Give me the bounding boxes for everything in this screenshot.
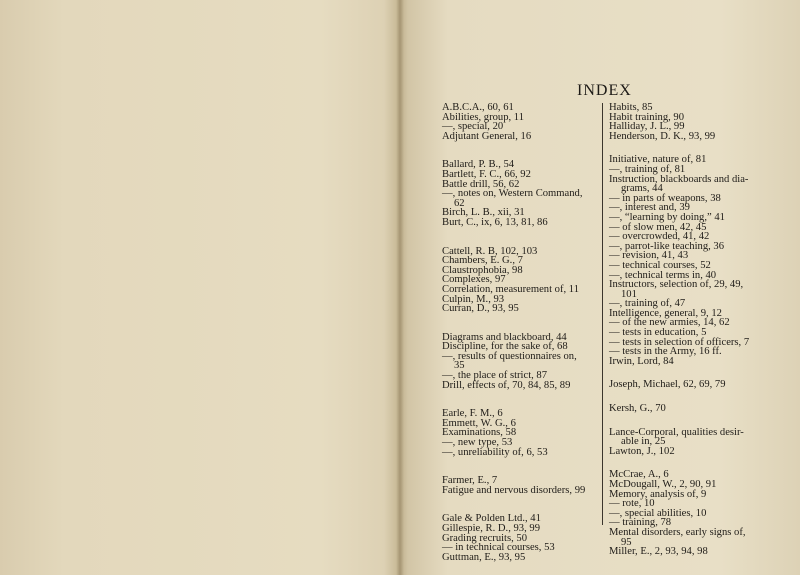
index-entry: — training, 78 — [609, 517, 672, 529]
index-entry: Drill, effects of, 70, 84, 85, 89 — [442, 379, 571, 391]
index-entry: Emmett, W. G., 6 — [442, 417, 516, 429]
index-entry: —, training of, 47 — [609, 298, 686, 310]
entry-group-gap — [442, 495, 612, 514]
index-entry: —, results of questionnaires on, — [442, 350, 577, 362]
index-entry: able in, 25 — [621, 436, 666, 448]
entry-group-gap — [442, 390, 612, 409]
index-entry: Gillespie, R. D., 93, 99 — [442, 523, 540, 534]
index-entry: Discipline, for the sake of, 68 — [442, 341, 568, 353]
index-entry: —, technical terms in, 40 — [609, 269, 717, 281]
index-entry: Joseph, Michael, 62, 69, 79 — [609, 379, 726, 391]
index-entry: Instructors, selection of, 29, 49, — [609, 279, 744, 291]
index-entry: Examinations, 58 — [442, 427, 517, 439]
index-entry: Fatigue and nervous disorders, 99 — [442, 484, 586, 496]
index-title: INDEX — [577, 82, 632, 99]
index-entry: — in technical courses, 53 — [442, 542, 555, 554]
index-entry: Lance-Corporal, qualities desir- — [609, 426, 744, 438]
index-entry: Adjutant General, 16 — [442, 130, 532, 142]
index-entry: Kersh, G., 70 — [609, 403, 666, 415]
index-entry: Curran, D., 93, 95 — [442, 303, 519, 315]
index-entry: 101 — [621, 288, 637, 300]
entry-group-gap — [442, 141, 612, 160]
column-divider — [602, 103, 603, 525]
index-entry: Battle drill, 56, 62 — [442, 178, 520, 190]
index-entry: —, training of, 81 — [609, 163, 686, 175]
index-entry: grams, 44 — [621, 183, 663, 195]
index-entry: Bartlett, F. C., 66, 92 — [442, 168, 531, 180]
entry-group-gap — [609, 141, 799, 155]
index-entry: Chambers, E. G., 7 — [442, 255, 523, 267]
index-entry: —, the place of strict, 87 — [442, 370, 548, 382]
index-entry: Complexes, 97 — [442, 274, 506, 286]
index-entry: 95 — [621, 536, 632, 548]
index-entry: Habit training, 90 — [609, 111, 685, 123]
index-entry: —, new type, 53 — [442, 437, 513, 449]
index-entry: Grading recruits, 50 — [442, 532, 528, 544]
index-entry: — in parts of weapons, 38 — [609, 192, 721, 204]
index-entry: — revision, 41, 43 — [609, 250, 689, 262]
index-entry: — rote, 10 — [609, 498, 655, 510]
index-entry: Burt, C., ix, 6, 13, 81, 86 — [442, 216, 548, 228]
index-entry: —, unreliability of, 6, 53 — [442, 446, 548, 458]
index-entry: —, parrot-like teaching, 36 — [609, 240, 725, 252]
entry-group-gap — [609, 456, 799, 470]
index-entry: Earle, F. M., 6 — [442, 408, 503, 420]
index-entry: Instruction, blackboards and dia- — [609, 173, 749, 185]
index-entry: 35 — [454, 360, 465, 372]
index-entry: —, interest and, 39 — [609, 202, 690, 214]
index-entry: — of the new armies, 14, 62 — [609, 317, 730, 329]
entry-group-gap — [609, 390, 799, 404]
index-entry: Birch, L. B., xii, 31 — [442, 207, 525, 219]
index-entry: —, “learning by doing,” 41 — [609, 211, 725, 223]
index-entry: Guttman, E., 93, 95 — [442, 551, 526, 563]
index-entry: Claustrophobia, 98 — [442, 264, 523, 276]
index-entry: — of slow men, 42, 45 — [609, 221, 707, 233]
index-entry: —, notes on, Western Command, — [442, 188, 583, 200]
index-entry: Diagrams and blackboard, 44 — [442, 331, 567, 343]
index-column-right — [609, 103, 799, 557]
index-entry: McDougall, W., 2, 90, 91 — [609, 479, 717, 490]
index-entry: Cattell, R. B, 102, 103 — [442, 245, 538, 257]
index-entry: Correlation, measurement of, 11 — [442, 283, 579, 295]
index-entry: Gale & Polden Ltd., 41 — [442, 513, 541, 525]
index-entry: — technical courses, 52 — [609, 259, 711, 271]
index-entry: —, special abilities, 10 — [609, 507, 707, 519]
index-entry: Farmer, E., 7 — [442, 475, 498, 487]
entry-group-gap — [609, 366, 799, 380]
index-entry: Irwin, Lord, 84 — [609, 355, 674, 367]
index-entry: McCrae, A., 6 — [609, 469, 669, 481]
left-page-blank — [0, 0, 398, 575]
index-entry: Lawton, J., 102 — [609, 445, 675, 457]
index-entry: Mental disorders, early signs of, — [609, 526, 746, 538]
entry-group-gap — [609, 414, 799, 428]
index-entry: — tests in selection of officers, 7 — [609, 336, 750, 348]
entry-group-gap — [442, 314, 612, 333]
index-entry: Habits, 85 — [609, 102, 653, 113]
index-entry: Initiative, nature of, 81 — [609, 154, 707, 166]
index-entry: Halliday, J. L., 99 — [609, 121, 685, 133]
index-column-left — [442, 103, 612, 562]
index-entry: Miller, E., 2, 93, 94, 98 — [609, 546, 708, 558]
index-entry: — overcrowded, 41, 42 — [609, 231, 710, 243]
entry-group-gap — [442, 457, 612, 476]
index-entry: Henderson, D. K., 93, 99 — [609, 130, 716, 142]
index-entry: Memory, analysis of, 9 — [609, 488, 707, 500]
index-entry: — tests in the Army, 16 ff. — [609, 346, 722, 358]
index-entry: Ballard, P. B., 54 — [442, 159, 515, 171]
index-entry: Abilities, group, 11 — [442, 111, 524, 123]
index-entry: —, special, 20 — [442, 121, 504, 133]
index-entry: 62 — [454, 197, 465, 209]
index-entry: Intelligence, general, 9, 12 — [609, 307, 722, 319]
index-entry: A.B.C.A., 60, 61 — [442, 102, 514, 113]
entry-group-gap — [442, 228, 612, 247]
index-entry: — tests in education, 5 — [609, 327, 707, 339]
index-entry: Culpin, M., 93 — [442, 293, 505, 305]
